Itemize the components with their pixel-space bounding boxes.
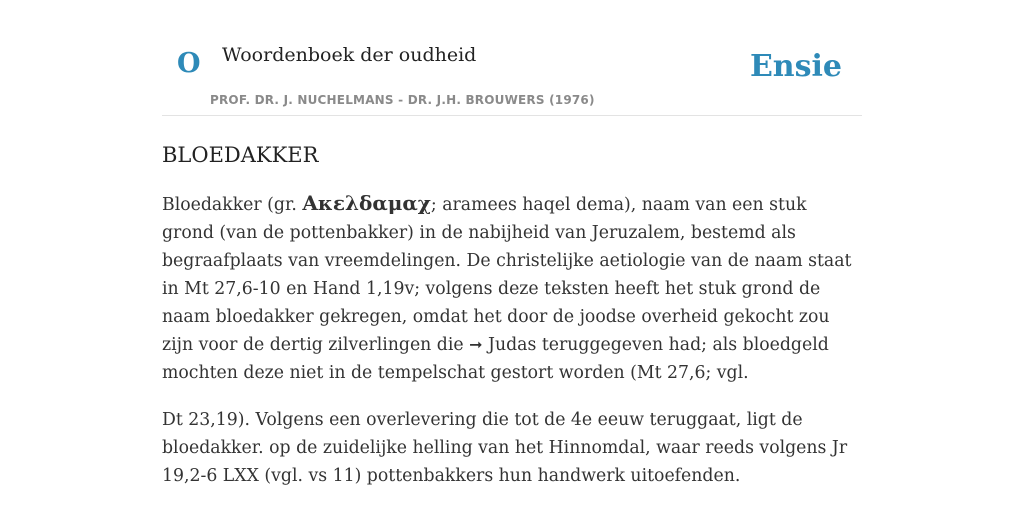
- entry-paragraph-2: Dt 23,19). Volgens een overlevering die tot de 4e eeuw teruggaat, ligt de bloedakker. op de zuidelijke helling van het Hinnomdal, waar reeds volgens Jr 19,2-6 LXX (vgl. vs 11) pottenbakkers hun handwerk uitoefenden.: [162, 410, 848, 487]
- entry-text: teruggegeven had; als bloedgeld mochten deze niet in de tempelschat gestort worden (Mt 27,6; vgl.: [162, 335, 829, 384]
- greek-term: Ακελδαμαχ: [302, 191, 431, 216]
- entry-text: ; aramees haqel dema), naam van een stuk grond (van de pottenbakker) in de nabijheid van Jeruzalem, bestemd als begraafplaats van vreemdelingen. De christelijke aetiologie van de naam staat in Mt 27,6-10 en Hand 1,19v; volgens deze teksten heeft het stuk grond de naam bloedakker gekregen, omdat het door de joodse overheid gekocht zou zijn voor de dertig zilverlingen die: [162, 195, 852, 356]
- ensie-logo[interactable]: Ensie: [749, 49, 842, 84]
- authors-line: PROF. DR. J. NUCHELMANS - DR. J.H. BROUWERS (1976): [210, 93, 595, 107]
- arrow-right-icon: ➞: [469, 335, 483, 355]
- letter-index-link[interactable]: O: [177, 48, 201, 79]
- header: [162, 0, 862, 116]
- cross-reference-label: Judas: [488, 335, 537, 356]
- entry-text: Bloedakker (gr.: [162, 195, 303, 216]
- book-title-link[interactable]: Woordenboek der oudheid: [222, 44, 477, 66]
- page: [162, 0, 862, 490]
- entry-headword: BLOEDAKKER: [162, 143, 319, 167]
- cross-reference-link-judas[interactable]: [469, 335, 536, 355]
- entry-paragraph-1: [162, 189, 862, 387]
